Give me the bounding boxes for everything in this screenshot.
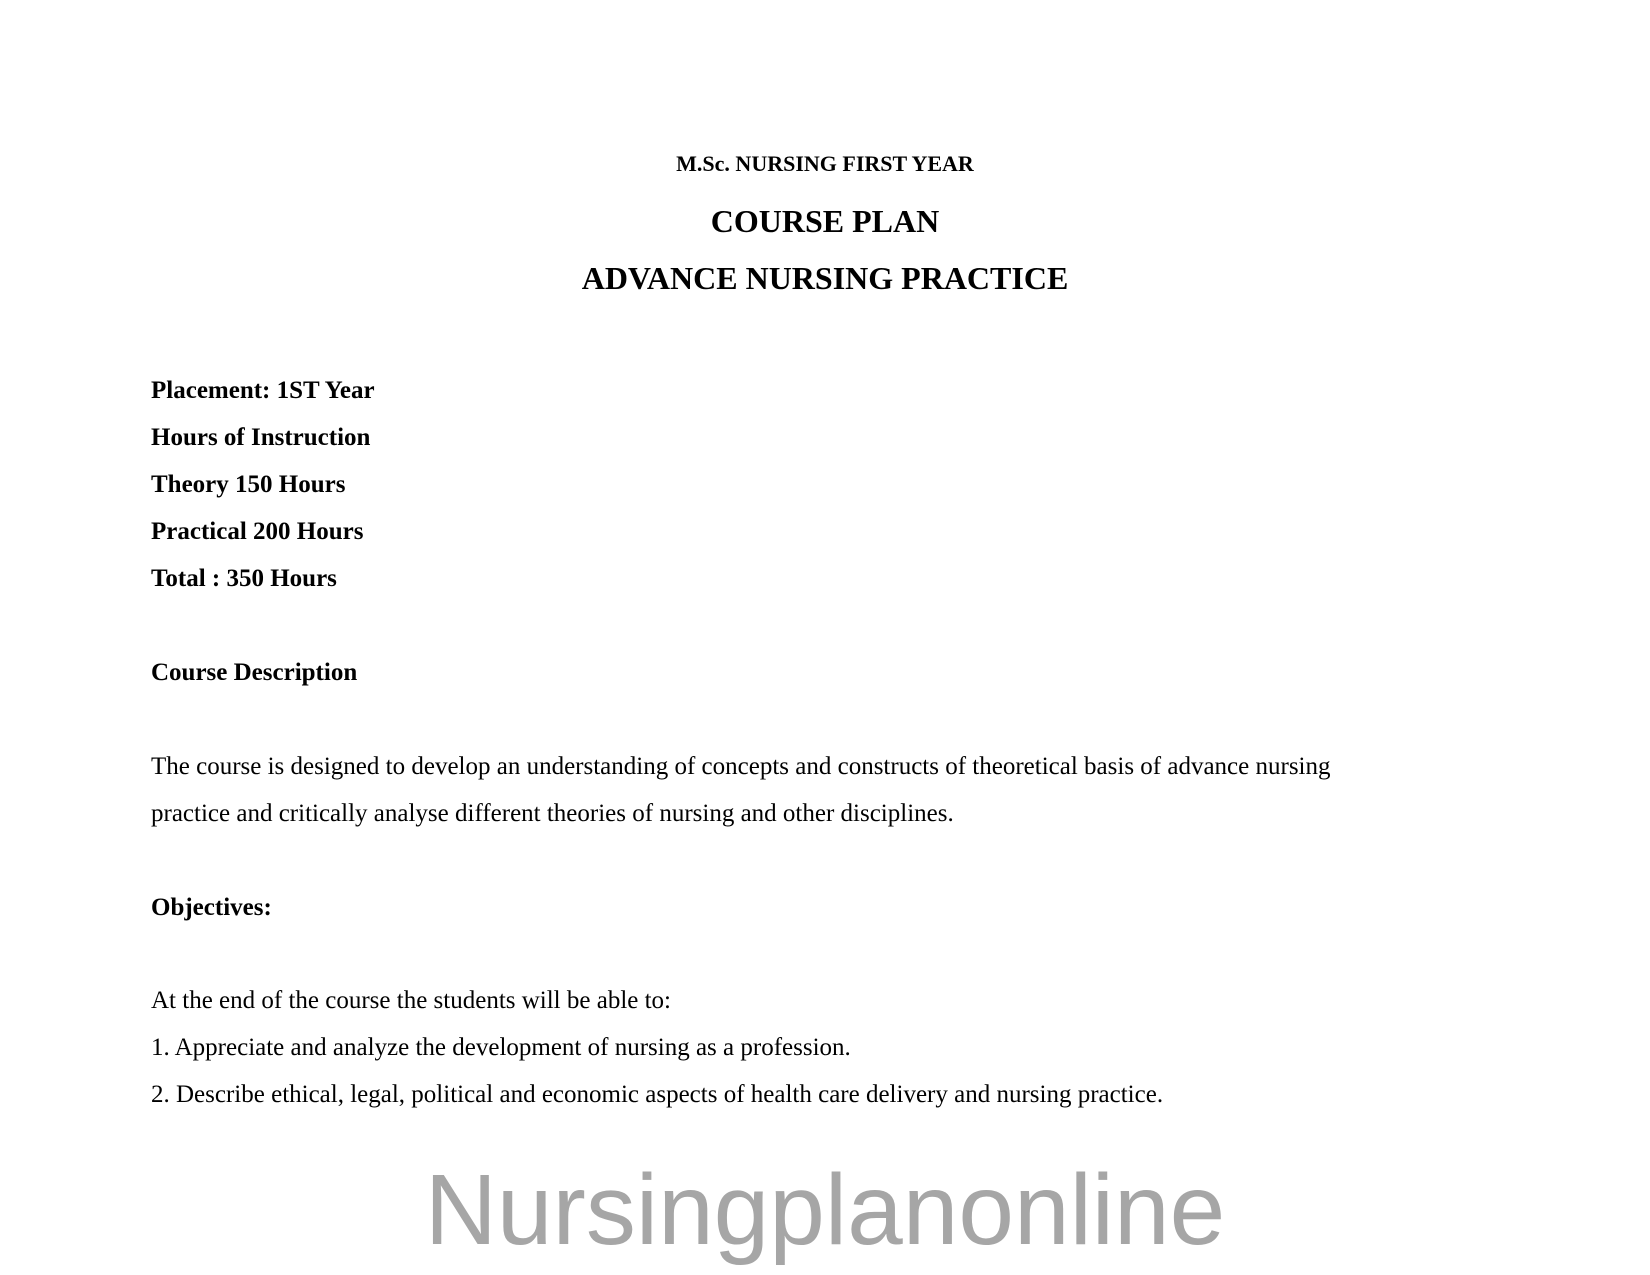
practical-hours-line: Practical 200 Hours: [151, 518, 364, 545]
theory-hours-line: Theory 150 Hours: [151, 471, 346, 498]
objectives-heading: Objectives:: [151, 894, 272, 921]
objectives-intro: At the end of the course the students will be able to:: [151, 987, 672, 1014]
document-subtitle: M.Sc. NURSING FIRST YEAR: [676, 151, 974, 176]
watermark-text: Nursingplanonline: [424, 1154, 1226, 1266]
placement-line: Placement: 1ST Year: [151, 377, 375, 404]
course-description-heading: Course Description: [151, 659, 358, 686]
total-hours-line: Total : 350 Hours: [151, 565, 337, 592]
course-description-line-2: practice and critically analyse different theories of nursing and other disciplines.: [151, 800, 954, 827]
course-description-line-1: The course is designed to develop an understanding of concepts and constructs of theoretical basis of advance nursing: [151, 753, 1331, 780]
document-title: COURSE PLAN: [710, 203, 940, 239]
hours-of-instruction-line: Hours of Instruction: [151, 424, 371, 451]
course-title: ADVANCE NURSING PRACTICE: [581, 260, 1069, 296]
objective-item: 2. Describe ethical, legal, political and economic aspects of health care delivery and nursing practice.: [151, 1081, 1164, 1108]
objective-item: 1. Appreciate and analyze the development of nursing as a profession.: [151, 1034, 851, 1061]
